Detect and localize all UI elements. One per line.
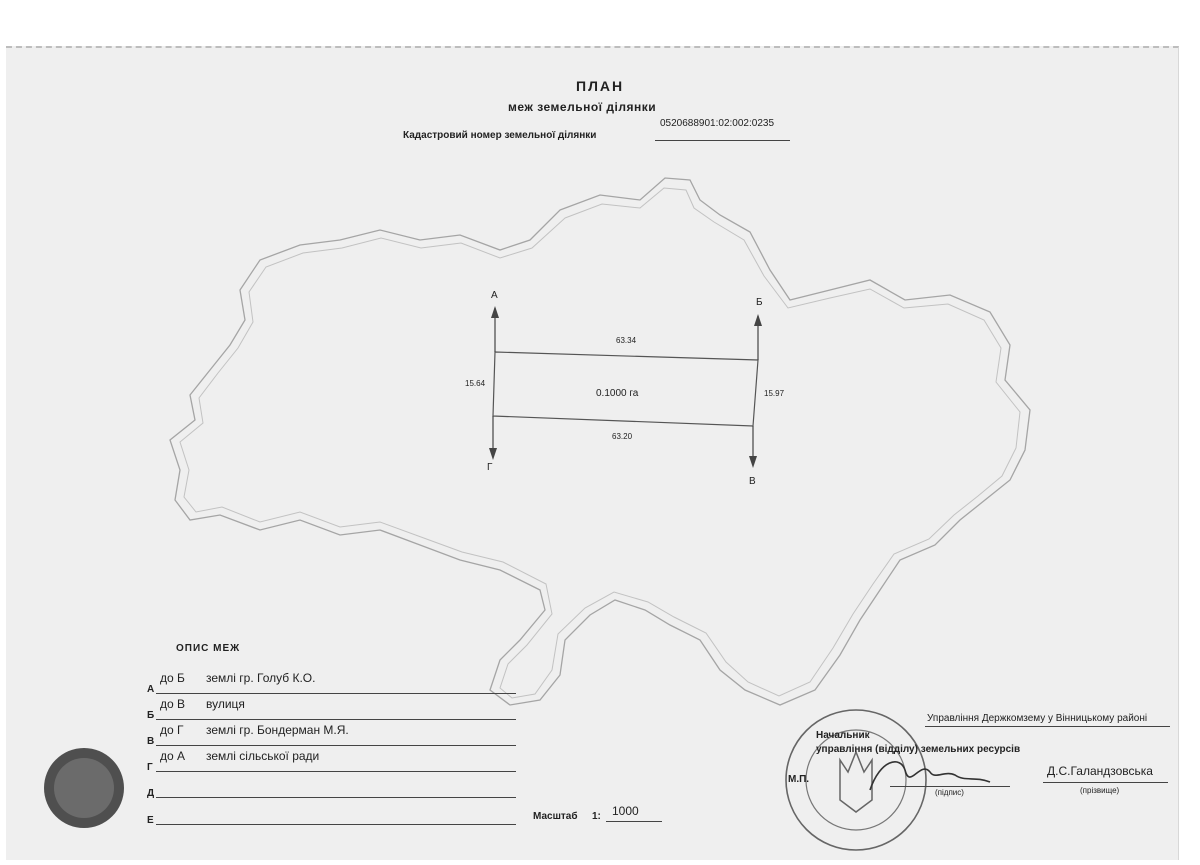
- border-row-desc: вулиця: [206, 697, 245, 711]
- border-row-letter: Е: [147, 815, 154, 826]
- side-top-length: 63.34: [616, 336, 637, 345]
- border-row-line: [156, 771, 516, 772]
- plot-area: 0.1000 га: [596, 388, 639, 399]
- point-b-label: Б: [756, 297, 763, 308]
- border-row-desc: землі гр. Бондерман М.Я.: [206, 723, 349, 737]
- border-row-to: до Г: [160, 723, 184, 737]
- border-row-to: до А: [160, 749, 186, 763]
- office-underline: [925, 726, 1170, 727]
- name-caption: (прізвище): [1080, 786, 1120, 795]
- seal-trident-icon: [840, 752, 872, 812]
- arrowhead-a: [491, 306, 499, 318]
- name-underline: [1043, 782, 1168, 783]
- arrowhead-g: [489, 448, 497, 460]
- cadastral-label: Кадастровий номер земельної ділянки: [403, 130, 597, 141]
- map-outline-inner: [180, 188, 1020, 698]
- head-line1: Начальник: [816, 730, 870, 741]
- side-left-length: 15.64: [465, 379, 486, 388]
- head-line2: управління (відділу) земельних ресурсів: [816, 744, 1021, 755]
- border-row-desc: землі гр. Голуб К.О.: [206, 671, 316, 685]
- signature-caption: (підпис): [935, 788, 964, 797]
- scale-prefix: 1:: [592, 811, 601, 822]
- office-name: Управління Держкомзему у Вінницькому районі: [927, 713, 1148, 724]
- scale-label: Масштаб: [533, 811, 578, 822]
- scale-value: 1000: [612, 804, 639, 818]
- border-row-letter: Г: [147, 762, 153, 773]
- point-a-label: А: [491, 290, 498, 301]
- border-row-letter: В: [147, 736, 155, 747]
- seal-place-label: М.П.: [788, 774, 810, 785]
- plan-subtitle: меж земельної ділянки: [508, 100, 657, 114]
- border-row-to: до В: [160, 697, 186, 711]
- arrowhead-b: [754, 314, 762, 326]
- border-row-letter: Б: [147, 710, 155, 721]
- point-v-label: В: [749, 476, 756, 487]
- corner-blot-inner: [54, 758, 114, 818]
- scale-underline: [606, 821, 662, 822]
- border-row-letter: А: [147, 684, 155, 695]
- border-row-line: [156, 797, 516, 798]
- plan-title: ПЛАН: [576, 78, 625, 94]
- side-bottom-length: 63.20: [612, 432, 633, 441]
- border-row-letter: Д: [147, 788, 155, 799]
- border-row-line: [156, 719, 516, 720]
- side-right-length: 15.97: [764, 389, 785, 398]
- border-row-line: [156, 693, 516, 694]
- cadastral-number: 0520688901:02:002:0235: [660, 118, 775, 129]
- cadastral-underline: [655, 140, 790, 141]
- signature-line: [890, 786, 1010, 787]
- point-g-label: Г: [487, 462, 493, 473]
- map-outline: [170, 178, 1030, 705]
- head-name: Д.С.Галандзовська: [1047, 764, 1153, 778]
- arrowhead-v: [749, 456, 757, 468]
- borders-title: ОПИС МЕЖ: [176, 643, 241, 654]
- border-row-line: [156, 824, 516, 825]
- border-row-desc: землі сільської ради: [206, 749, 320, 763]
- border-row-to: до Б: [160, 671, 185, 685]
- border-row-line: [156, 745, 516, 746]
